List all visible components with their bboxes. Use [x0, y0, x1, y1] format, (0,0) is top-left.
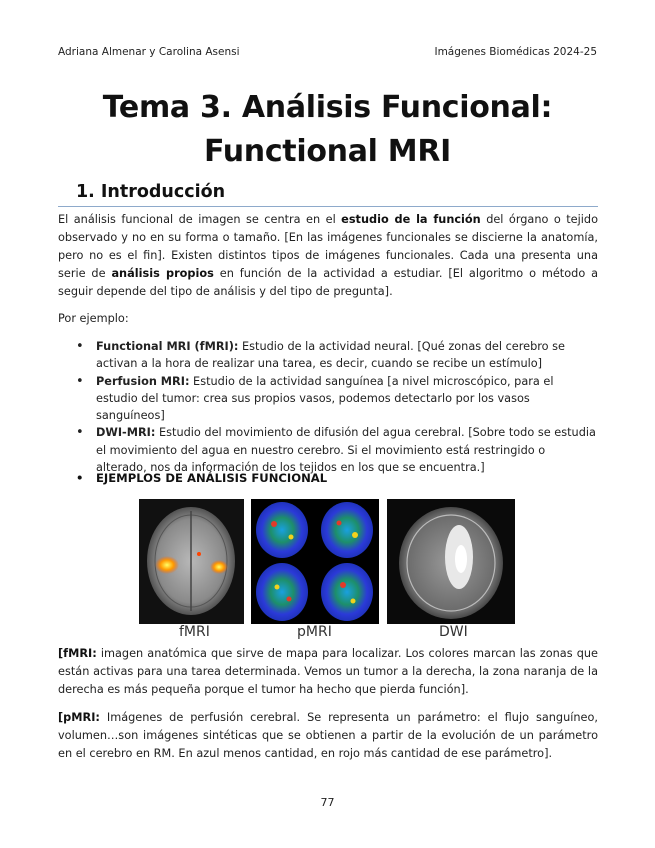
- pmri-description: [58, 709, 598, 763]
- bullet-icon: •: [76, 373, 84, 389]
- intro-text-3: en función de la actividad a estudiar. [El algoritmo o método a seguir depende del tipo de análisis y del tipo de pregunta].: [58, 267, 599, 298]
- bullet-icon: •: [76, 471, 84, 485]
- item-text: Estudio de la actividad sanguínea [a nivel microscópico, para el estudio del tumor: crea sus propios vasos, podemos detectarlo por los vasos sanguíneos]: [96, 374, 554, 423]
- intro-bold-2: análisis propios: [111, 267, 214, 280]
- list-item: [58, 373, 598, 425]
- item-term: Functional MRI (fMRI):: [96, 340, 239, 353]
- fmri-text: imagen anatómica que sirve de mapa para localizar. Los colores marcan las zonas que están activas para una tarea determinada. Vemos un tumor a la derecha, la zona naranja de la derecha es más pequeña porque el tumor ha hecho que pierda función].: [58, 647, 598, 696]
- header-course: Imágenes Biomédicas 2024-25: [434, 46, 597, 58]
- item-term: Perfusion MRI:: [96, 374, 190, 388]
- list-item: [58, 424, 598, 476]
- brain-scans-illustration: [139, 499, 515, 624]
- page-title: [0, 86, 655, 174]
- dwi-image: [387, 499, 515, 624]
- fmri-term: [fMRI:: [58, 647, 97, 660]
- pmri-label: pMRI: [297, 624, 332, 640]
- intro-text-2: del órgano o tejido observado y no en su forma o tamaño. [En las imágenes funcionales se discierne la anatomía, pero no es el fin]. Existen distintos tipos de imágenes funcionales. Cada una presenta una serie de: [58, 213, 598, 280]
- item-text: Estudio del movimiento de difusión del agua cerebral. [Sobre todo se estudia el movimiento del agua en nuestro cerebro. Si el movimiento está restringido o alterado, nos da información de los tejidos en los que se encuentra.]: [96, 426, 596, 475]
- pmri-image: [251, 499, 379, 624]
- fmri-description: [58, 645, 598, 699]
- modalities-list: [58, 338, 598, 476]
- item-text: Estudio de la actividad neural. [Qué zonas del cerebro se activan a la hora de realizar una tarea, es decir, cuando se recibe un estímulo]: [96, 340, 566, 371]
- pmri-term: [pMRI:: [58, 711, 100, 724]
- por-ejemplo: Por ejemplo:: [58, 312, 129, 325]
- item-term: DWI-MRI:: [96, 426, 156, 440]
- header-authors: Adriana Almenar y Carolina Asensi: [58, 46, 240, 58]
- bullet-icon: •: [76, 425, 84, 441]
- intro-paragraph: [58, 211, 598, 301]
- title-line-1: Tema 3. Análisis Funcional:: [102, 90, 553, 125]
- page-header: [58, 46, 597, 58]
- list-item: [58, 338, 598, 373]
- fmri-label: fMRI: [179, 624, 210, 640]
- page-number: 77: [320, 796, 335, 809]
- examples-heading-text: EJEMPLOS DE ANÁLISIS FUNCIONAL: [96, 471, 328, 485]
- pmri-text: Imágenes de perfusión cerebral. Se representa un parámetro: el flujo sanguíneo, volumen…son imágenes sintéticas que se obtienen a partir de la evolución de un parámetro en el cerebro en RM. En azul menos cantidad, en rojo más cantidad de ese parámetro].: [58, 711, 598, 760]
- intro-bold-1: estudio de la función: [341, 213, 481, 226]
- brain-images-figure: [139, 499, 515, 645]
- intro-text-1: El análisis funcional de imagen se centra en el: [58, 213, 342, 226]
- dwi-label: DWI: [439, 624, 468, 640]
- title-line-2: Functional MRI: [204, 134, 451, 169]
- section-heading: 1. Introducción: [76, 182, 226, 202]
- bullet-icon: •: [76, 339, 84, 354]
- fmri-image: [139, 499, 244, 624]
- section-underline: [58, 206, 598, 207]
